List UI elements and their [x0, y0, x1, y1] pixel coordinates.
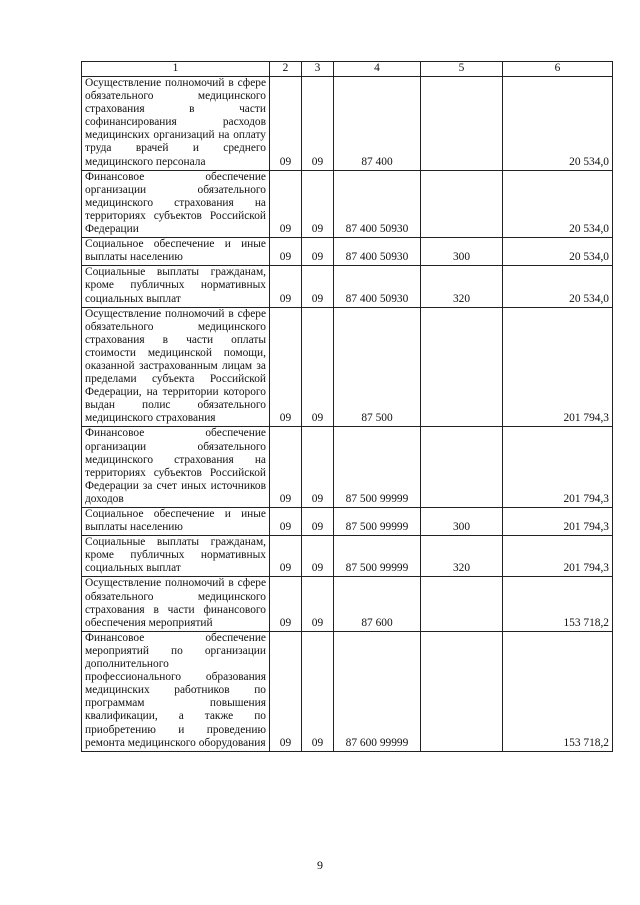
row-section-cell: 09: [270, 631, 302, 751]
row-section-cell: 09: [270, 307, 302, 427]
table-row: [82, 427, 613, 508]
row-expense-type-cell: 300: [421, 508, 503, 536]
header-col-6: 6: [503, 62, 613, 77]
row-amount-cell: 20 534,0: [503, 77, 613, 171]
row-amount-cell: 20 534,0: [503, 238, 613, 266]
row-amount-cell: 153 718,2: [503, 577, 613, 631]
header-col-1: 1: [82, 62, 270, 77]
budget-table-body: [82, 62, 613, 752]
row-name-cell: Осуществление полномочий в сфере обязательного медицинского страхования в части софинансирования расходов медицинских организаций на оплату труда врачей и среднего медицинского персонала: [82, 77, 270, 171]
row-subsection-cell: 09: [302, 307, 334, 427]
row-target-article-cell: 87 600: [334, 577, 421, 631]
row-amount-cell: 20 534,0: [503, 266, 613, 307]
row-expense-type-cell: [421, 427, 503, 508]
row-target-article-cell: 87 500 99999: [334, 536, 421, 577]
row-subsection-cell: 09: [302, 427, 334, 508]
row-expense-type-cell: [421, 577, 503, 631]
row-expense-type-cell: 320: [421, 266, 503, 307]
row-expense-type-cell: [421, 307, 503, 427]
row-name-cell: Социальное обеспечение и иные выплаты населению: [82, 238, 270, 266]
row-subsection-cell: 09: [302, 577, 334, 631]
row-expense-type-cell: 300: [421, 238, 503, 266]
row-target-article-cell: 87 400 50930: [334, 170, 421, 237]
row-name-cell: Финансовое обеспечение организации обязательного медицинского страхования на территориях субъектов Российской Федерации: [82, 170, 270, 237]
row-name-cell: Финансовое обеспечение мероприятий по организации дополнительного профессионального образования медицинских работников по программам повышения квалификации, а также по приобретению и проведению ремонта медицинского оборудования: [82, 631, 270, 751]
table-row: [82, 266, 613, 307]
row-expense-type-cell: 320: [421, 536, 503, 577]
budget-table: [81, 61, 613, 752]
row-subsection-cell: 09: [302, 238, 334, 266]
row-target-article-cell: 87 600 99999: [334, 631, 421, 751]
table-header-row: [82, 62, 613, 77]
row-target-article-cell: 87 400 50930: [334, 266, 421, 307]
row-target-article-cell: 87 400: [334, 77, 421, 171]
row-amount-cell: 201 794,3: [503, 307, 613, 427]
row-amount-cell: 201 794,3: [503, 536, 613, 577]
row-amount-cell: 20 534,0: [503, 170, 613, 237]
row-amount-cell: 201 794,3: [503, 508, 613, 536]
row-section-cell: 09: [270, 577, 302, 631]
row-subsection-cell: 09: [302, 536, 334, 577]
row-target-article-cell: 87 500 99999: [334, 427, 421, 508]
row-name-cell: Осуществление полномочий в сфере обязательного медицинского страхования в части оплаты стоимости медицинской помощи, оказанной застрахованным лицам за пределами субъекта Российской Федерации, на территории которого выдан полис обязательного медицинского страхования: [82, 307, 270, 427]
row-name-cell: Финансовое обеспечение организации обязательного медицинского страхования на территориях субъектов Российской Федерации за счет иных источников доходов: [82, 427, 270, 508]
row-section-cell: 09: [270, 238, 302, 266]
row-target-article-cell: 87 500 99999: [334, 508, 421, 536]
row-subsection-cell: 09: [302, 170, 334, 237]
row-section-cell: 09: [270, 536, 302, 577]
header-col-3: 3: [302, 62, 334, 77]
row-target-article-cell: 87 500: [334, 307, 421, 427]
row-amount-cell: 153 718,2: [503, 631, 613, 751]
page-number: 9: [317, 858, 323, 872]
table-row: [82, 170, 613, 237]
row-name-cell: Социальное обеспечение и иные выплаты населению: [82, 508, 270, 536]
table-row: [82, 508, 613, 536]
header-col-4: 4: [334, 62, 421, 77]
table-row: [82, 77, 613, 171]
row-subsection-cell: 09: [302, 77, 334, 171]
row-name-cell: Осуществление полномочий в сфере обязательного медицинского страхования в части финансового обеспечения мероприятий: [82, 577, 270, 631]
row-section-cell: 09: [270, 170, 302, 237]
row-name-cell: Социальные выплаты гражданам, кроме публичных нормативных социальных выплат: [82, 536, 270, 577]
row-expense-type-cell: [421, 170, 503, 237]
table-row: [82, 536, 613, 577]
header-col-2: 2: [270, 62, 302, 77]
row-section-cell: 09: [270, 77, 302, 171]
row-subsection-cell: 09: [302, 266, 334, 307]
table-row: [82, 577, 613, 631]
row-target-article-cell: 87 400 50930: [334, 238, 421, 266]
row-subsection-cell: 09: [302, 508, 334, 536]
header-col-5: 5: [421, 62, 503, 77]
row-amount-cell: 201 794,3: [503, 427, 613, 508]
row-section-cell: 09: [270, 427, 302, 508]
table-row: [82, 307, 613, 427]
row-name-cell: Социальные выплаты гражданам, кроме публичных нормативных социальных выплат: [82, 266, 270, 307]
row-section-cell: 09: [270, 508, 302, 536]
row-subsection-cell: 09: [302, 631, 334, 751]
row-section-cell: 09: [270, 266, 302, 307]
row-expense-type-cell: [421, 631, 503, 751]
row-expense-type-cell: [421, 77, 503, 171]
table-row: [82, 238, 613, 266]
table-row: [82, 631, 613, 751]
